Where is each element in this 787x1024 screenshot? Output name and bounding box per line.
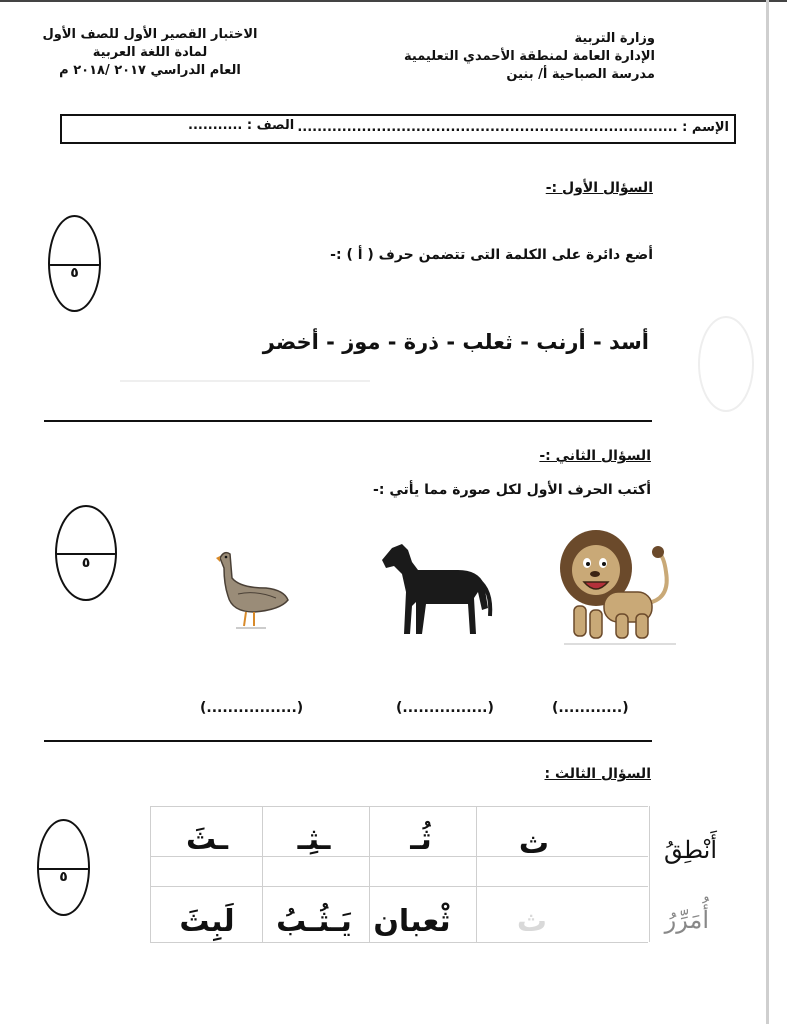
ghost-line <box>120 380 370 382</box>
trace-word-yathib[interactable]: يَـثُـبُ <box>276 904 352 939</box>
q2-instruction: أكتب الحرف الأول لكل صورة مما يأتي :- <box>373 482 651 498</box>
year-text: العام الدراسي ٢٠١٧ /٢٠١٨ م <box>59 63 241 78</box>
ghost-oval <box>698 316 754 412</box>
directorate-text: الإدارة العامة لمنطقة الأحمدي التعليمية <box>404 49 655 64</box>
school-text: مدرسة الصباحية أ/ بنين <box>506 67 655 82</box>
divider-2 <box>44 740 652 742</box>
name-field[interactable]: الإسم : ............................................................................. <box>297 120 729 135</box>
test-title: الاختبار القصير الأول للصف الأول <box>42 27 258 42</box>
letter-isolated: ث <box>518 826 550 861</box>
class-field[interactable]: الصف : ........... <box>188 118 295 133</box>
right-border <box>766 0 769 1024</box>
row-label-pronounce: أَنْطِقُ <box>663 836 717 864</box>
lion-image <box>556 526 684 648</box>
top-border <box>0 0 787 2</box>
answer-lion[interactable]: (............) <box>552 700 629 716</box>
divider-1 <box>44 420 652 422</box>
q2-score-oval <box>55 505 117 601</box>
answer-goose[interactable]: (.................) <box>200 700 304 716</box>
trace-word-labitha[interactable]: لَبِثَ <box>179 904 235 939</box>
horse-image <box>378 540 498 640</box>
grid-row-line-mid <box>150 886 648 887</box>
header-left <box>40 26 260 80</box>
q2-title: السؤال الثاني :- <box>539 448 651 464</box>
q1-score: ٥ <box>70 265 79 282</box>
row-label-trace: أُمَرِّرُ <box>664 906 709 934</box>
q1-score-oval <box>48 215 101 312</box>
answer-horse[interactable]: (................) <box>396 700 494 716</box>
q2-score: ٥ <box>81 554 91 571</box>
letter-initial: ثُـ <box>410 822 432 857</box>
grid-col-line-3 <box>476 806 477 942</box>
q1-instruction: أضع دائرة على الكلمة التى تتضمن حرف ( أ ) :- <box>330 247 653 263</box>
letter-medial: ـثِـ <box>297 822 331 857</box>
grid-row-line-bottom <box>150 942 648 943</box>
header-right <box>315 30 655 84</box>
q1-word-list[interactable]: أسد - أرنب - ثعلب - ذرة - موز - أخضر <box>262 330 649 354</box>
trace-word-thuban[interactable]: ثْعبان <box>373 904 451 939</box>
letter-final: ـثَ <box>185 822 228 857</box>
q3-score: ٥ <box>59 869 68 886</box>
q3-score-oval <box>37 819 90 916</box>
q3-title: السؤال الثالث : <box>544 766 651 782</box>
grid-row-line-top <box>150 806 648 807</box>
subject-text: لمادة اللغة العربية <box>92 45 208 60</box>
goose-image <box>210 548 292 632</box>
q1-title: السؤال الأول :- <box>545 180 653 196</box>
ministry-text: وزارة التربية <box>574 31 655 46</box>
trace-letter-isolated[interactable]: ث <box>516 904 548 939</box>
